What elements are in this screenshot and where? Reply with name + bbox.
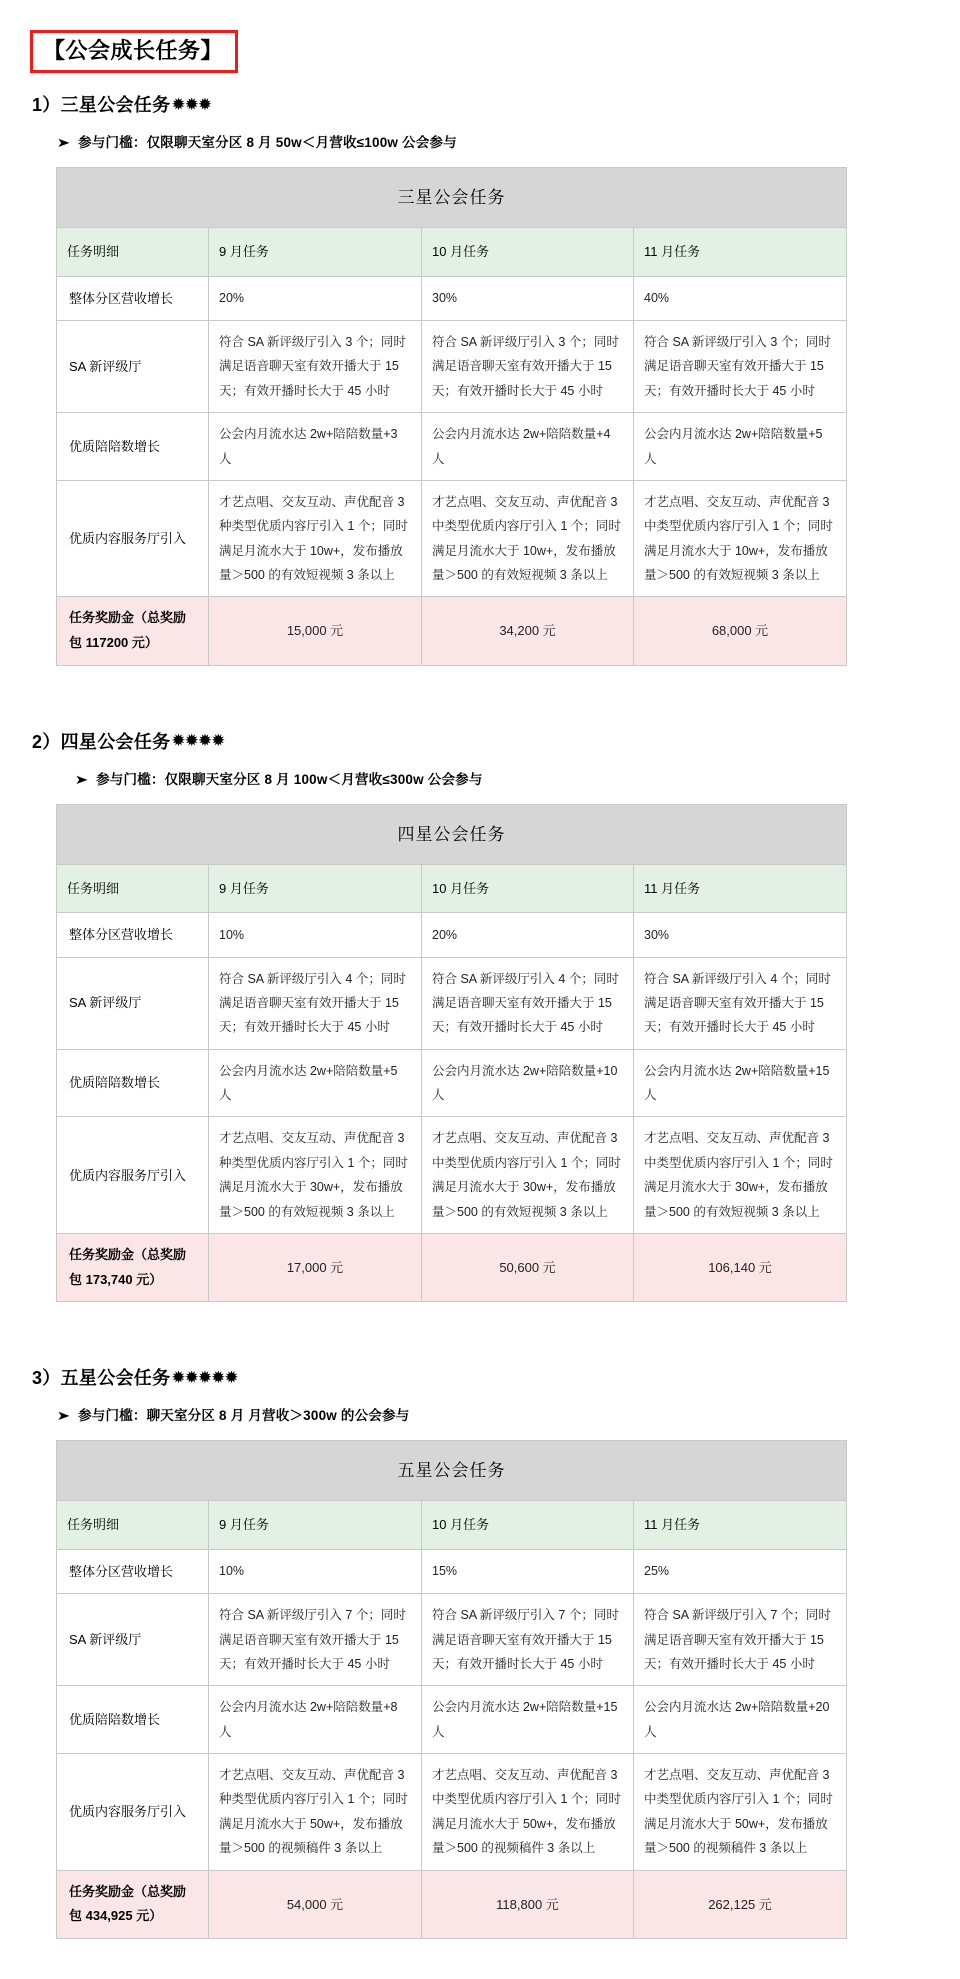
reward-value: 106,140 元 [634,1233,847,1301]
threshold-text: 参与门槛：仅限聊天室分区 8 月 100w＜月营收≤300w 公会参与 [96,771,483,787]
reward-value: 17,000 元 [209,1233,422,1301]
table-title-row [57,1441,847,1501]
row-label: 优质内容服务厅引入 [57,1754,209,1871]
table-row [57,276,847,320]
row-label: SA 新评级厅 [57,957,209,1049]
cell-value: 符合 SA 新评级厅引入 4 个；同时满足语音聊天室有效开播大于 15 天；有效开播时长大于 45 小时 [422,957,634,1049]
star-rating-icon: ✹✹✹✹✹ [171,1367,238,1387]
reward-label: 任务奖励金（总奖励包 173,740 元） [57,1233,209,1301]
table-row [57,413,847,481]
cell-value: 40% [634,276,847,320]
cell-value: 符合 SA 新评级厅引入 4 个；同时满足语音聊天室有效开播大于 15 天；有效开播时长大于 45 小时 [209,957,422,1049]
cell-value: 公会内月流水达 2w+陪陪数量+8 人 [209,1686,422,1754]
task-table [56,804,847,1303]
reward-value: 54,000 元 [209,1870,422,1938]
section-four-star [28,728,932,1303]
table-title: 三星公会任务 [57,168,847,228]
reward-value: 34,200 元 [422,597,634,665]
arrow-bullet-icon: ➤ [56,1408,71,1424]
table-header-row [57,864,847,912]
section-heading-label: 2）四星公会任务 [32,731,171,752]
arrow-bullet-icon: ➤ [56,135,71,151]
cell-value: 30% [634,913,847,957]
cell-value: 才艺点唱、交友互动、声优配音 3 中类型优质内容厅引入 1 个；同时满足月流水大于 30w+，发布播放量＞500 的有效短视频 3 条以上 [634,1117,847,1234]
cell-value: 公会内月流水达 2w+陪陪数量+15 人 [422,1686,634,1754]
section-heading [32,1364,932,1390]
column-header-nov: 11 月任务 [634,1501,847,1549]
threshold-line [76,768,932,788]
table-row [57,1594,847,1686]
column-header-sep: 9 月任务 [209,864,422,912]
cell-value: 符合 SA 新评级厅引入 7 个；同时满足语音聊天室有效开播大于 15 天；有效开播时长大于 45 小时 [634,1594,847,1686]
cell-value: 才艺点唱、交友互动、声优配音 3 中类型优质内容厅引入 1 个；同时满足月流水大于 50w+，发布播放量＞500 的视频稿件 3 条以上 [422,1754,634,1871]
cell-value: 15% [422,1549,634,1593]
cell-value: 才艺点唱、交友互动、声优配音 3 中类型优质内容厅引入 1 个；同时满足月流水大于 10w+，发布播放量＞500 的有效短视频 3 条以上 [422,480,634,597]
reward-value: 118,800 元 [422,1870,634,1938]
row-label: 优质陪陪数增长 [57,1049,209,1117]
row-label: SA 新评级厅 [57,321,209,413]
cell-value: 公会内月流水达 2w+陪陪数量+3 人 [209,413,422,481]
threshold-text: 参与门槛：聊天室分区 8 月 月营收＞300w 的公会参与 [78,1408,410,1424]
cell-value: 才艺点唱、交友互动、声优配音 3 种类型优质内容厅引入 1 个；同时满足月流水大于 30w+，发布播放量＞500 的有效短视频 3 条以上 [209,1117,422,1234]
cell-value: 才艺点唱、交友互动、声优配音 3 种类型优质内容厅引入 1 个；同时满足月流水大于 10w+，发布播放量＞500 的有效短视频 3 条以上 [209,480,422,597]
cell-value: 符合 SA 新评级厅引入 7 个；同时满足语音聊天室有效开播大于 15 天；有效开播时长大于 45 小时 [422,1594,634,1686]
page-title-text: 【公会成长任务】 [30,30,238,73]
arrow-bullet-icon: ➤ [74,771,89,787]
cell-value: 10% [209,1549,422,1593]
table-title: 五星公会任务 [57,1441,847,1501]
table-row [57,1049,847,1117]
threshold-line [58,1404,932,1424]
cell-value: 符合 SA 新评级厅引入 3 个；同时满足语音聊天室有效开播大于 15 天；有效开播时长大于 45 小时 [634,321,847,413]
table-row [57,1686,847,1754]
reward-value: 15,000 元 [209,597,422,665]
row-label: 优质内容服务厅引入 [57,480,209,597]
row-label: 整体分区营收增长 [57,276,209,320]
reward-row [57,597,847,665]
table-header-row [57,1501,847,1549]
row-label: 优质陪陪数增长 [57,413,209,481]
task-table [56,1440,847,1939]
section-divider [28,1312,932,1346]
cell-value: 公会内月流水达 2w+陪陪数量+15 人 [634,1049,847,1117]
section-heading-label: 3）五星公会任务 [32,1368,171,1389]
star-rating-icon: ✹✹✹ [171,94,212,114]
row-label: 优质陪陪数增长 [57,1686,209,1754]
table-row [57,913,847,957]
section-five-star [28,1364,932,1939]
cell-value: 30% [422,276,634,320]
column-header-nov: 11 月任务 [634,228,847,276]
cell-value: 符合 SA 新评级厅引入 3 个；同时满足语音聊天室有效开播大于 15 天；有效开播时长大于 45 小时 [209,321,422,413]
cell-value: 符合 SA 新评级厅引入 7 个；同时满足语音聊天室有效开播大于 15 天；有效开播时长大于 45 小时 [209,1594,422,1686]
cell-value: 公会内月流水达 2w+陪陪数量+5 人 [634,413,847,481]
table-row [57,1117,847,1234]
cell-value: 20% [209,276,422,320]
column-header-oct: 10 月任务 [422,228,634,276]
section-divider [28,676,932,710]
column-header-oct: 10 月任务 [422,864,634,912]
table-row [57,1549,847,1593]
table-row [57,321,847,413]
section-heading [32,91,932,117]
reward-label: 任务奖励金（总奖励包 434,925 元） [57,1870,209,1938]
section-heading-label: 1）三星公会任务 [32,95,171,116]
table-row [57,957,847,1049]
row-label: SA 新评级厅 [57,1594,209,1686]
section-three-star [28,91,932,666]
cell-value: 才艺点唱、交友互动、声优配音 3 中类型优质内容厅引入 1 个；同时满足月流水大于 50w+，发布播放量＞500 的视频稿件 3 条以上 [634,1754,847,1871]
cell-value: 公会内月流水达 2w+陪陪数量+10 人 [422,1049,634,1117]
table-title-row [57,804,847,864]
column-header-detail: 任务明细 [57,228,209,276]
cell-value: 才艺点唱、交友互动、声优配音 3 种类型优质内容厅引入 1 个；同时满足月流水大于 50w+，发布播放量＞500 的视频稿件 3 条以上 [209,1754,422,1871]
task-table [56,167,847,666]
column-header-nov: 11 月任务 [634,864,847,912]
page-title [30,30,932,73]
section-heading [32,728,932,754]
table-row [57,1754,847,1871]
row-label: 整体分区营收增长 [57,913,209,957]
cell-value: 25% [634,1549,847,1593]
cell-value: 10% [209,913,422,957]
cell-value: 20% [422,913,634,957]
table-header-row [57,228,847,276]
reward-value: 68,000 元 [634,597,847,665]
reward-value: 262,125 元 [634,1870,847,1938]
column-header-sep: 9 月任务 [209,1501,422,1549]
reward-row [57,1870,847,1938]
reward-row [57,1233,847,1301]
column-header-sep: 9 月任务 [209,228,422,276]
cell-value: 符合 SA 新评级厅引入 3 个；同时满足语音聊天室有效开播大于 15 天；有效开播时长大于 45 小时 [422,321,634,413]
cell-value: 符合 SA 新评级厅引入 4 个；同时满足语音聊天室有效开播大于 15 天；有效开播时长大于 45 小时 [634,957,847,1049]
reward-label: 任务奖励金（总奖励包 117200 元） [57,597,209,665]
table-row [57,480,847,597]
row-label: 优质内容服务厅引入 [57,1117,209,1234]
table-title-row [57,168,847,228]
row-label: 整体分区营收增长 [57,1549,209,1593]
cell-value: 公会内月流水达 2w+陪陪数量+20 人 [634,1686,847,1754]
cell-value: 公会内月流水达 2w+陪陪数量+4 人 [422,413,634,481]
star-rating-icon: ✹✹✹✹ [171,731,225,751]
column-header-oct: 10 月任务 [422,1501,634,1549]
cell-value: 公会内月流水达 2w+陪陪数量+5 人 [209,1049,422,1117]
column-header-detail: 任务明细 [57,864,209,912]
threshold-text: 参与门槛：仅限聊天室分区 8 月 50w＜月营收≤100w 公会参与 [78,135,457,151]
column-header-detail: 任务明细 [57,1501,209,1549]
table-title: 四星公会任务 [57,804,847,864]
reward-value: 50,600 元 [422,1233,634,1301]
cell-value: 才艺点唱、交友互动、声优配音 3 中类型优质内容厅引入 1 个；同时满足月流水大于 10w+，发布播放量＞500 的有效短视频 3 条以上 [634,480,847,597]
cell-value: 才艺点唱、交友互动、声优配音 3 中类型优质内容厅引入 1 个；同时满足月流水大于 30w+，发布播放量＞500 的有效短视频 3 条以上 [422,1117,634,1234]
threshold-line [58,131,932,151]
